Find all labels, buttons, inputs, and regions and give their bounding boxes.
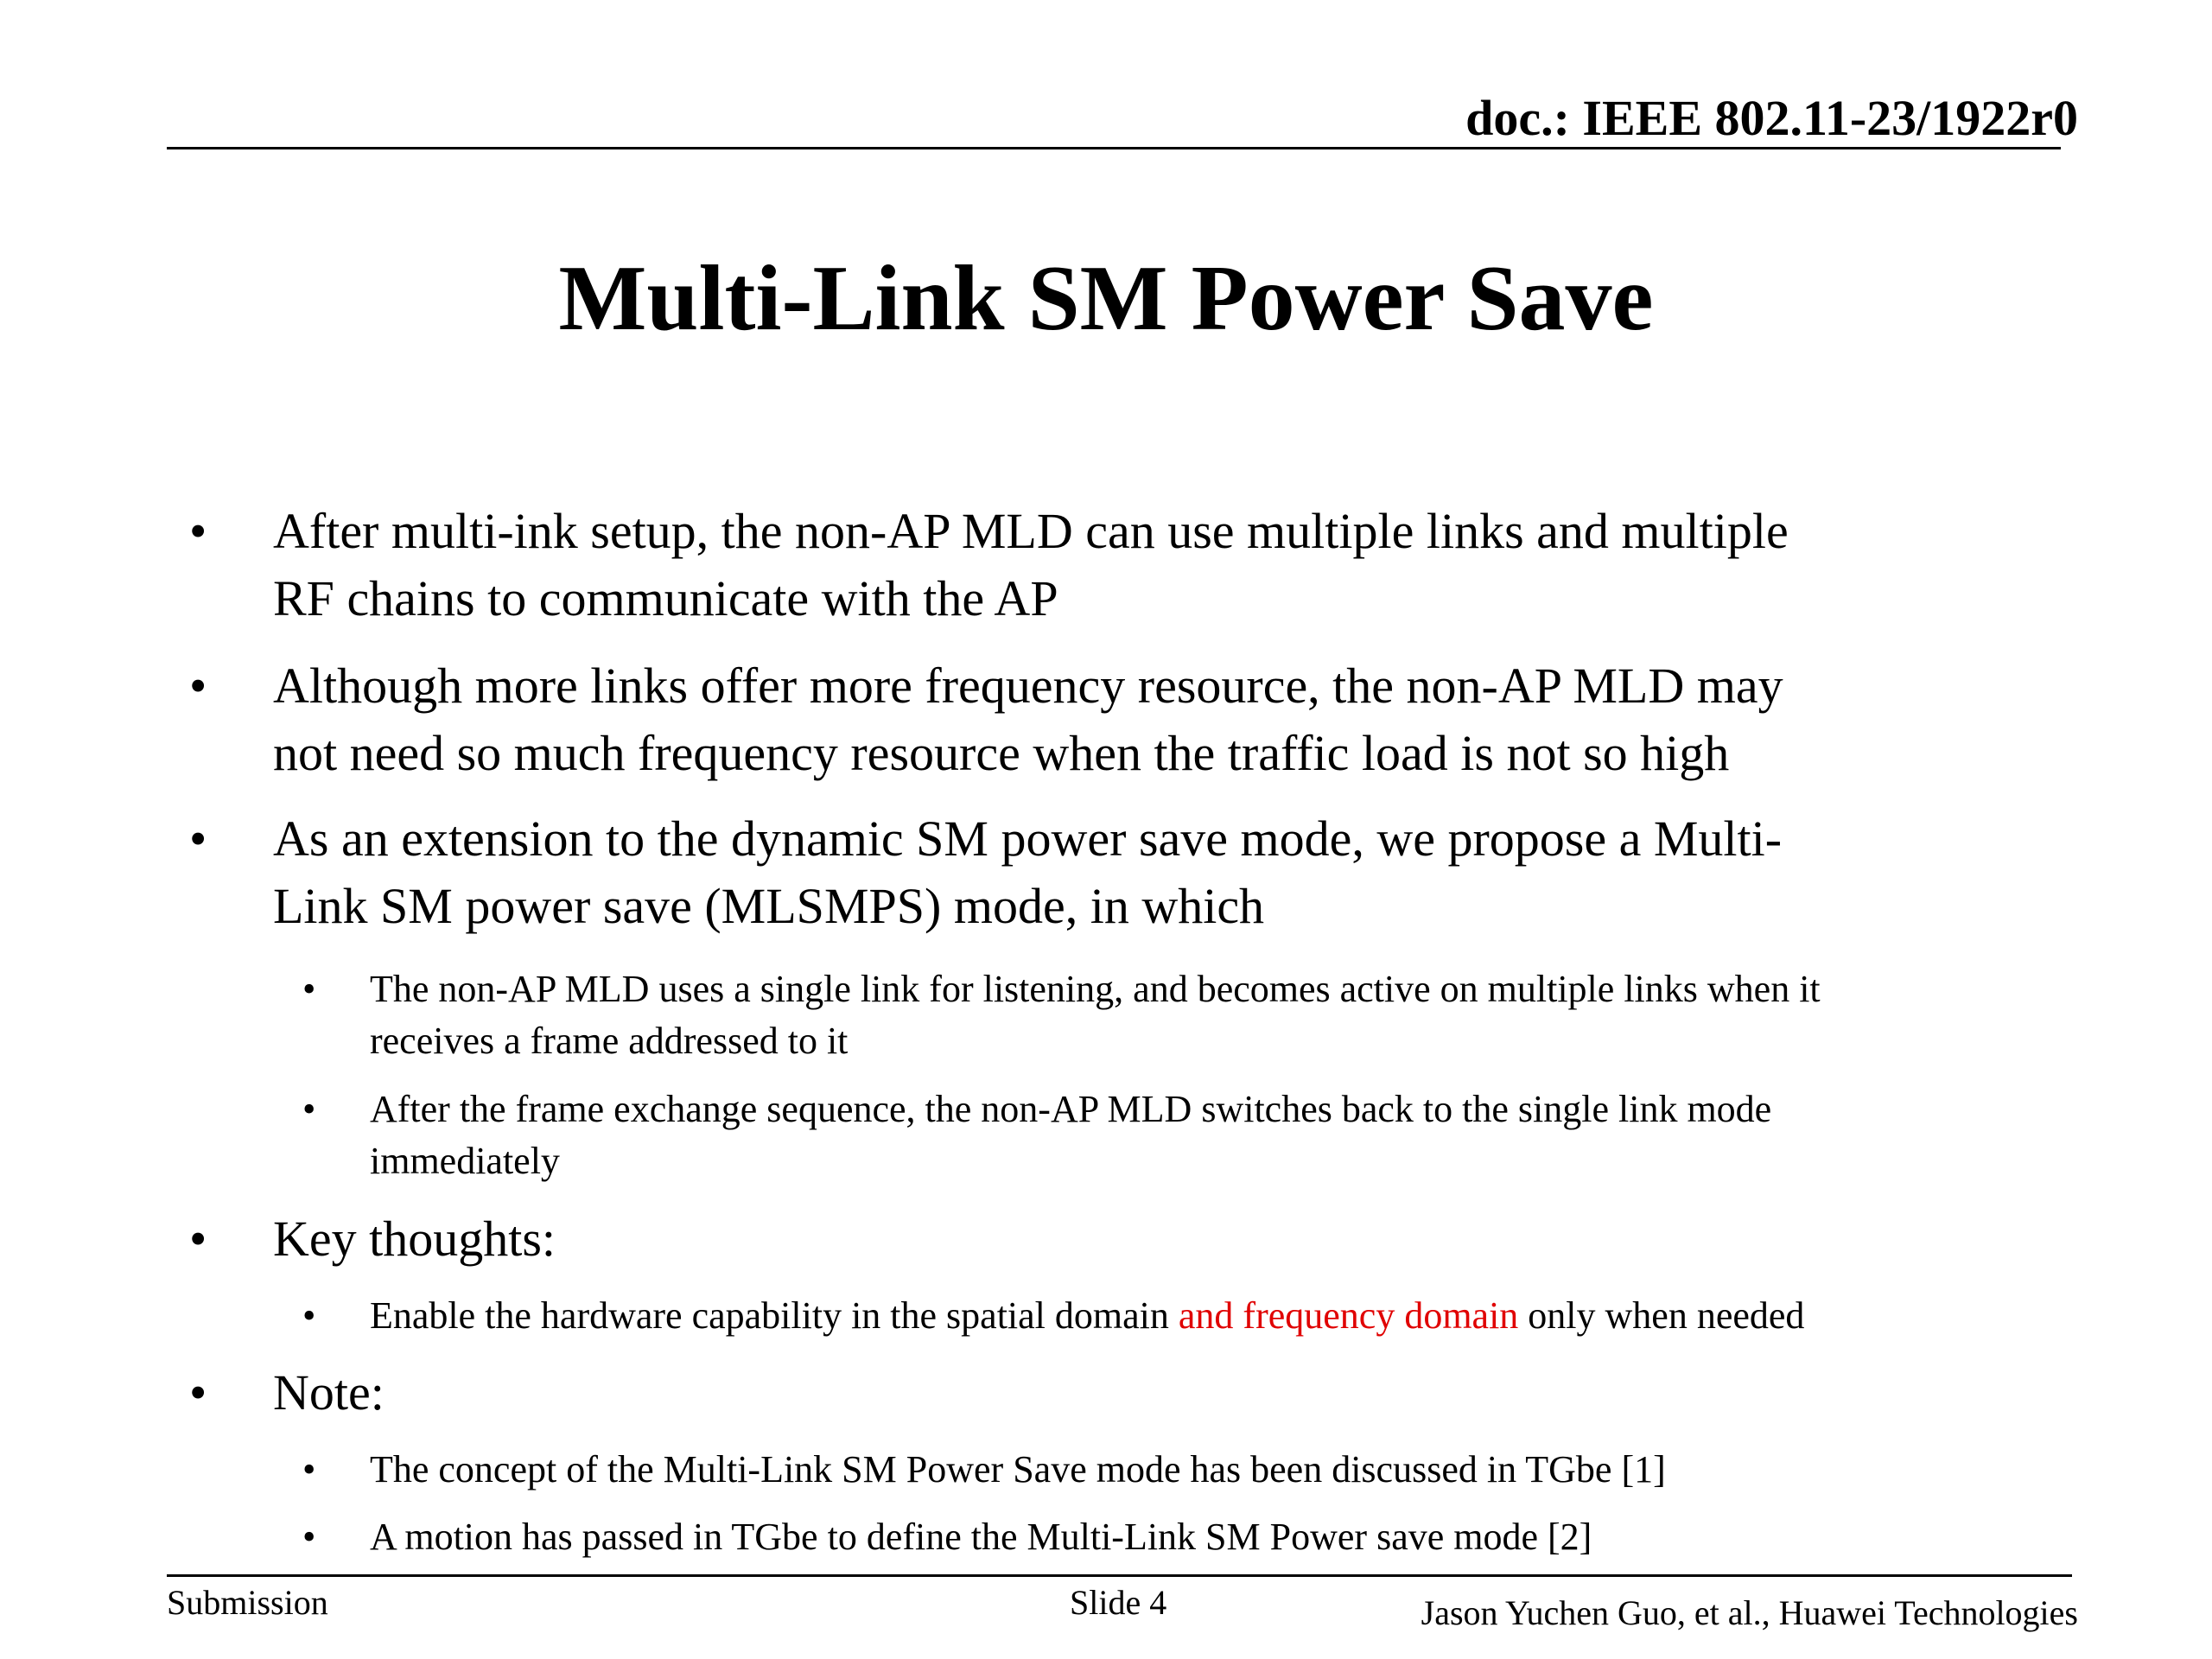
bullet-dot: • xyxy=(189,1211,207,1267)
highlighted-text: and frequency domain xyxy=(1178,1294,1519,1337)
sub-bullet-continuation xyxy=(370,1135,560,1187)
document-id: doc.: IEEE 802.11-23/1922r0 xyxy=(1465,90,2078,146)
bullet-text: RF chains to communicate with the AP xyxy=(273,570,1058,626)
bullet-dot: • xyxy=(189,810,207,867)
sub-bullet-text: A motion has passed in TGbe to define the Multi-Link SM Power save mode [2] xyxy=(370,1516,1592,1558)
sub-bullet-dot: • xyxy=(302,1448,316,1491)
sub-bullet-dot: • xyxy=(302,1516,316,1558)
bullet-text: not need so much frequency resource when the traffic load is not so high xyxy=(273,725,1730,781)
sub-bullet-text: The non-AP MLD uses a single link for listening, and becomes active on multiple links when it xyxy=(370,968,1821,1010)
sub-bullet-item xyxy=(302,1290,1805,1342)
sub-bullet-item xyxy=(302,1444,1666,1496)
bullet-item xyxy=(189,1359,385,1427)
sub-bullet-dot: • xyxy=(302,968,316,1010)
sub-bullet-text: immediately xyxy=(370,1140,560,1182)
sub-bullet-continuation xyxy=(370,1015,848,1067)
sub-bullet-text-post: only when needed xyxy=(1518,1294,1805,1337)
bullet-item xyxy=(189,805,1783,873)
bullet-text: Note: xyxy=(273,1364,385,1421)
bullet-text: Key thoughts: xyxy=(273,1211,556,1267)
sub-bullet-text: The concept of the Multi-Link SM Power Save mode has been discussed in TGbe [1] xyxy=(370,1448,1666,1491)
bullet-text: Link SM power save (MLSMPS) mode, in which xyxy=(273,878,1265,934)
sub-bullet-text: After the frame exchange sequence, the non-AP MLD switches back to the single link mode xyxy=(370,1088,1772,1130)
sub-bullet-dot: • xyxy=(302,1088,316,1130)
slide-title: Multi-Link SM Power Save xyxy=(558,247,1654,350)
footer-rule xyxy=(167,1574,2072,1577)
sub-bullet-text-pre: Enable the hardware capability in the spatial domain xyxy=(370,1294,1179,1337)
bullet-text: As an extension to the dynamic SM power save mode, we propose a Multi- xyxy=(273,810,1783,867)
sub-bullet-dot: • xyxy=(302,1294,316,1337)
footer-slide-number: Slide 4 xyxy=(1070,1583,1167,1622)
sub-bullet-text: receives a frame addressed to it xyxy=(370,1020,849,1062)
bullet-dot: • xyxy=(189,1364,207,1421)
footer-submission: Submission xyxy=(167,1583,328,1622)
bullet-item xyxy=(189,1205,556,1273)
bullet-item xyxy=(189,652,1783,720)
sub-bullet-item xyxy=(302,1084,1772,1135)
bullet-continuation xyxy=(273,565,1058,632)
bullet-dot: • xyxy=(189,503,207,559)
bullet-continuation xyxy=(273,720,1729,787)
bullet-text: Although more links offer more frequency resource, the non-AP MLD may xyxy=(273,658,1783,714)
bullet-text: After multi-ink setup, the non-AP MLD can use multiple links and multiple xyxy=(273,503,1789,559)
bullet-continuation xyxy=(273,873,1264,940)
footer-author: Jason Yuchen Guo, et al., Huawei Technologies xyxy=(1421,1593,2078,1632)
bullet-item xyxy=(189,498,1789,565)
bullet-dot: • xyxy=(189,658,207,714)
sub-bullet-item xyxy=(302,963,1821,1015)
sub-bullet-item xyxy=(302,1511,1592,1563)
